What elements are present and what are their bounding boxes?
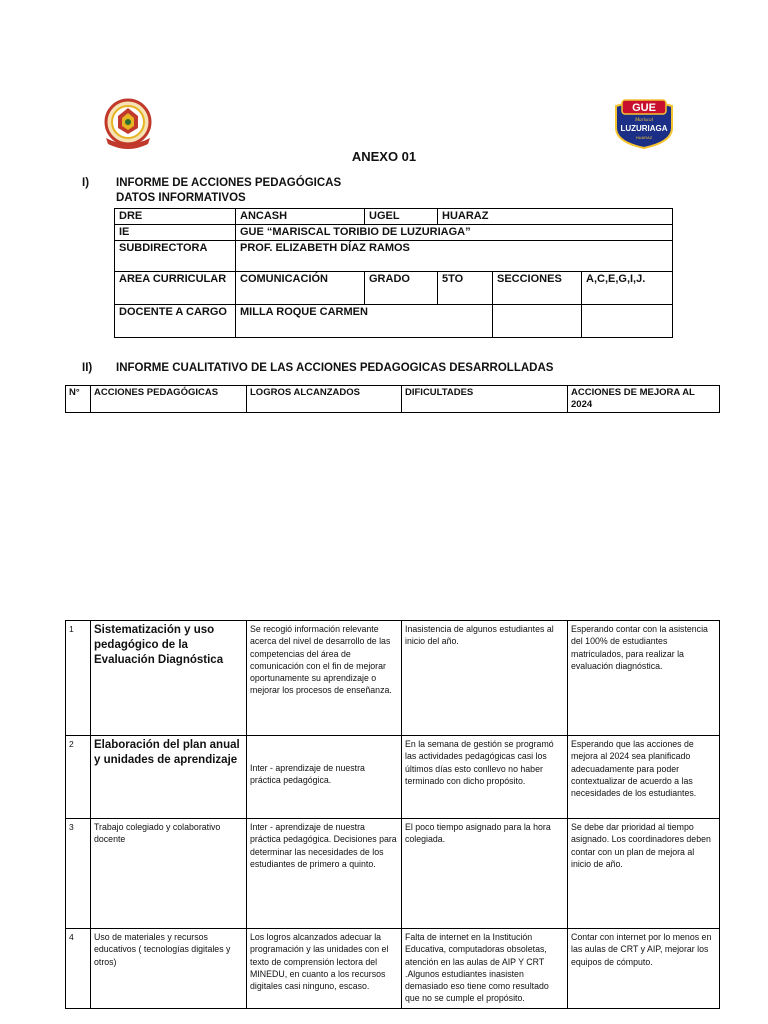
row-accion: Uso de materiales y recursos educativos ( tecnologías digitales y otros) bbox=[91, 929, 247, 1009]
row-dificultades: Falta de internet en la Institución Educativa, computadoras obsoletas, atención en las aulas de AIP Y CRT .Algunos estudiantes inasisten demasiado eso tiene como resultado que no se cumple el propósito. bbox=[402, 929, 568, 1009]
logo-gue-text: GUE bbox=[632, 102, 656, 114]
header-num: N° bbox=[66, 386, 91, 413]
docente-empty-2 bbox=[582, 305, 673, 338]
row-accion bbox=[91, 736, 247, 819]
info-row-dre bbox=[115, 209, 673, 225]
dre-label: DRE bbox=[115, 209, 236, 225]
header-acciones: ACCIONES PEDAGÓGICAS bbox=[91, 386, 247, 413]
secciones-value: A,C,E,G,I,J. bbox=[582, 272, 673, 305]
row-number: 2 bbox=[66, 736, 91, 819]
table-row bbox=[66, 736, 720, 819]
logo-huaraz-text: HUARAZ bbox=[635, 135, 653, 140]
info-table bbox=[114, 208, 673, 338]
info-row-ie bbox=[115, 225, 673, 241]
row-number: 1 bbox=[66, 621, 91, 736]
subdirectora-value: PROF. ELIZABETH DÍAZ RAMOS bbox=[236, 241, 673, 272]
section1-number: I) bbox=[82, 177, 90, 189]
row-mejora: Esperando contar con la asistencia del 100% de estudiantes matriculados, para realizar la evaluación diagnóstica. bbox=[568, 621, 720, 736]
section2-number: II) bbox=[82, 362, 93, 374]
section1-subtitle: DATOS INFORMATIVOS bbox=[116, 192, 246, 204]
logo-luzuriaga-text: LUZURIAGA bbox=[620, 124, 668, 133]
row-number: 3 bbox=[66, 819, 91, 929]
table-row bbox=[66, 929, 720, 1009]
section2-title: INFORME CUALITATIVO DE LAS ACCIONES PEDAGOGICAS DESARROLLADAS bbox=[116, 362, 554, 374]
grado-value: 5TO bbox=[438, 272, 493, 305]
grado-label: GRADO bbox=[365, 272, 438, 305]
accion-text: Elaboración del plan anual y unidades de aprendizaje bbox=[94, 739, 240, 766]
docente-label: DOCENTE A CARGO bbox=[115, 305, 236, 338]
accion-text: Sistematización y uso pedagógico de la Evaluación Diagnóstica bbox=[94, 624, 224, 666]
subdirectora-label: SUBDIRECTORA bbox=[115, 241, 236, 272]
docente-value: MILLA ROQUE CARMEN bbox=[236, 305, 493, 338]
school-seal-logo bbox=[96, 98, 160, 152]
row-mejora: Esperando que las acciones de mejora al 2024 sea planificado adecuadamente para poder contextualizar de acuerdo a las necesidades de los estudiantes. bbox=[568, 736, 720, 819]
row-logros: Los logros alcanzados adecuar la programación y las unidades con el texto de comprensión lectora del MINEDU, en cuanto a los recursos digitales casi ninguno, escaso. bbox=[247, 929, 402, 1009]
ugel-label: UGEL bbox=[365, 209, 438, 225]
docente-empty-1 bbox=[493, 305, 582, 338]
gue-luzuriaga-shield-logo bbox=[612, 98, 676, 150]
table-row bbox=[66, 621, 720, 736]
info-row-docente bbox=[115, 305, 673, 338]
ie-label: IE bbox=[115, 225, 236, 241]
area-value: COMUNICACIÓN bbox=[236, 272, 365, 305]
logros-text: Inter - aprendizaje de nuestra práctica pedagógica. bbox=[250, 763, 365, 786]
header-row bbox=[66, 386, 720, 413]
row-logros bbox=[247, 736, 402, 819]
actions-table bbox=[65, 620, 720, 1009]
row-dificultades: El poco tiempo asignado para la hora colegiada. bbox=[402, 819, 568, 929]
table-row bbox=[66, 819, 720, 929]
header-dificultades: DIFICULTADES bbox=[402, 386, 568, 413]
header-mejora: ACCIONES DE MEJORA AL 2024 bbox=[568, 386, 720, 413]
row-mejora: Se debe dar prioridad al tiempo asignado. Los coordinadores deben contar con un plan de mejora al inicio de año. bbox=[568, 819, 720, 929]
row-logros: Inter - aprendizaje de nuestra práctica pedagógica. Decisiones para determinar las necesidades de los estudiantes de primero a quinto. bbox=[247, 819, 402, 929]
secciones-label: SECCIONES bbox=[493, 272, 582, 305]
row-accion: Trabajo colegiado y colaborativo docente bbox=[91, 819, 247, 929]
annex-title: ANEXO 01 bbox=[351, 149, 417, 164]
area-label: AREA CURRICULAR bbox=[115, 272, 236, 305]
row-logros: Se recogió información relevante acerca del nivel de desarrollo de las competencias del área de comunicación con el fin de mejorar oportunamente su aprendizaje o mejorar los procesos de enseñanza. bbox=[247, 621, 402, 736]
logo-mariscal-text: Mariscal bbox=[634, 118, 654, 123]
info-row-subdirectora bbox=[115, 241, 673, 272]
row-dificultades: En la semana de gestión se programó las actividades pedagógicas casi los últimos días esto conllevo no haber terminado con dicho propósito. bbox=[402, 736, 568, 819]
actions-header-table bbox=[65, 385, 720, 413]
header-logros: LOGROS ALCANZADOS bbox=[247, 386, 402, 413]
section1-title: INFORME DE ACCIONES PEDAGÓGICAS bbox=[116, 177, 342, 189]
row-accion bbox=[91, 621, 247, 736]
row-number: 4 bbox=[66, 929, 91, 1009]
row-mejora: Contar con internet por lo menos en las aulas de CRT y AIP, mejorar los equipos de cómputo. bbox=[568, 929, 720, 1009]
info-row-area bbox=[115, 272, 673, 305]
ie-value: GUE “MARISCAL TORIBIO DE LUZURIAGA” bbox=[236, 225, 673, 241]
row-dificultades: Inasistencia de algunos estudiantes al inicio del año. bbox=[402, 621, 568, 736]
dre-value: ANCASH bbox=[236, 209, 365, 225]
ugel-value: HUARAZ bbox=[438, 209, 673, 225]
